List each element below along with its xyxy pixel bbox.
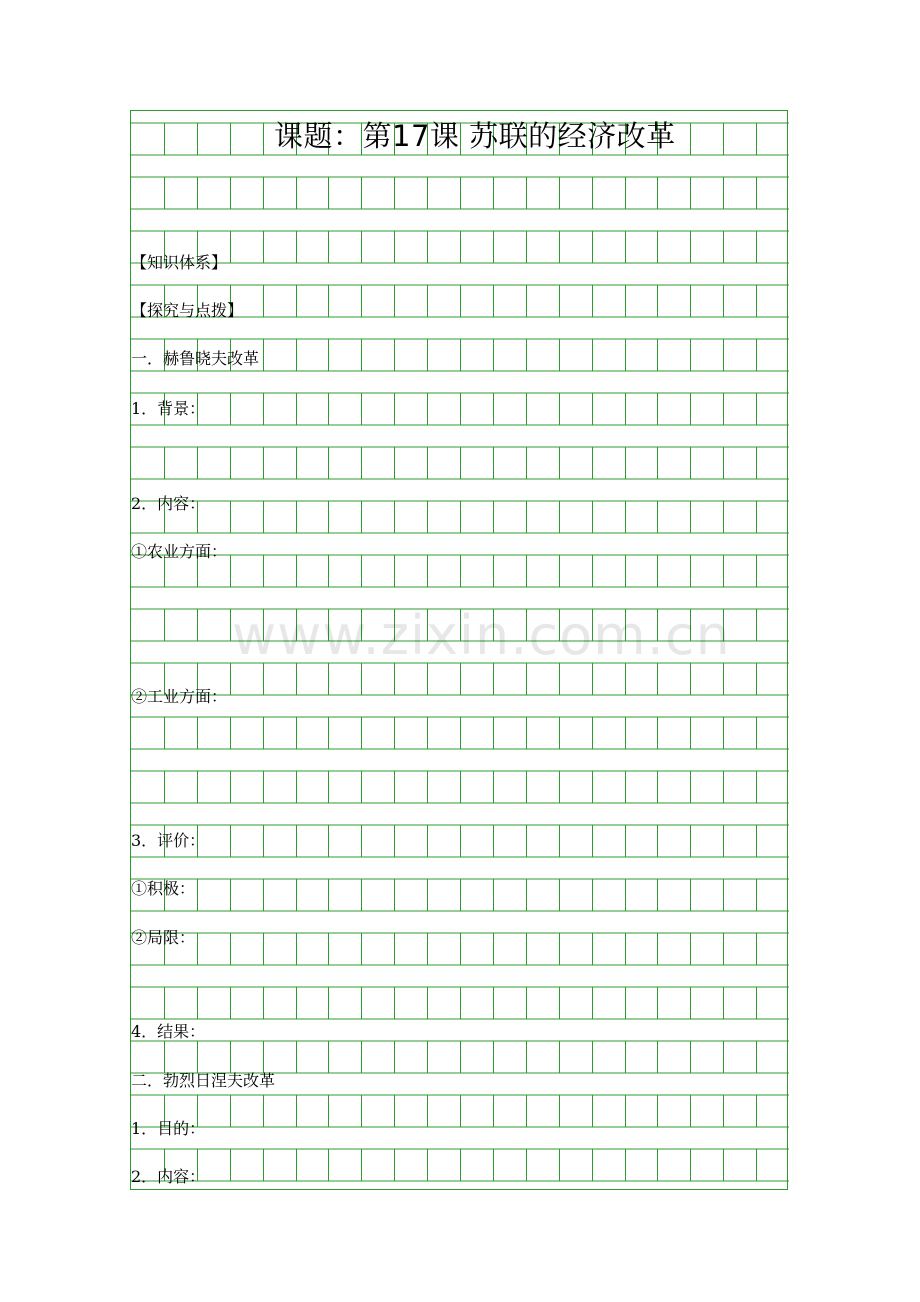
item-agriculture: ①农业方面： — [131, 542, 228, 561]
watermark: www.zixin.com.cn — [232, 604, 731, 667]
section-heading-explore: 【探究与点拨】 — [131, 301, 244, 320]
item-content-2: 2．内容： — [131, 1167, 206, 1186]
heading-khrushchev-reform: 一．赫鲁晓夫改革 — [131, 349, 260, 368]
section-heading-knowledge: 【知识体系】 — [131, 253, 228, 272]
item-purpose: 1．目的： — [131, 1119, 206, 1138]
page-title: 课题：第17课 苏联的经济改革 — [274, 119, 676, 153]
item-positive: ①积极： — [131, 879, 196, 898]
item-evaluation: 3．评价： — [131, 831, 206, 850]
item-industry: ②工业方面： — [131, 687, 228, 706]
item-background: 1．背景： — [131, 399, 206, 418]
item-content: 2．内容： — [131, 494, 206, 513]
item-result: 4．结果： — [131, 1022, 206, 1041]
heading-brezhnev-reform: 二．勃烈日涅夫改革 — [131, 1071, 276, 1090]
item-limitation: ②局限： — [131, 928, 196, 947]
